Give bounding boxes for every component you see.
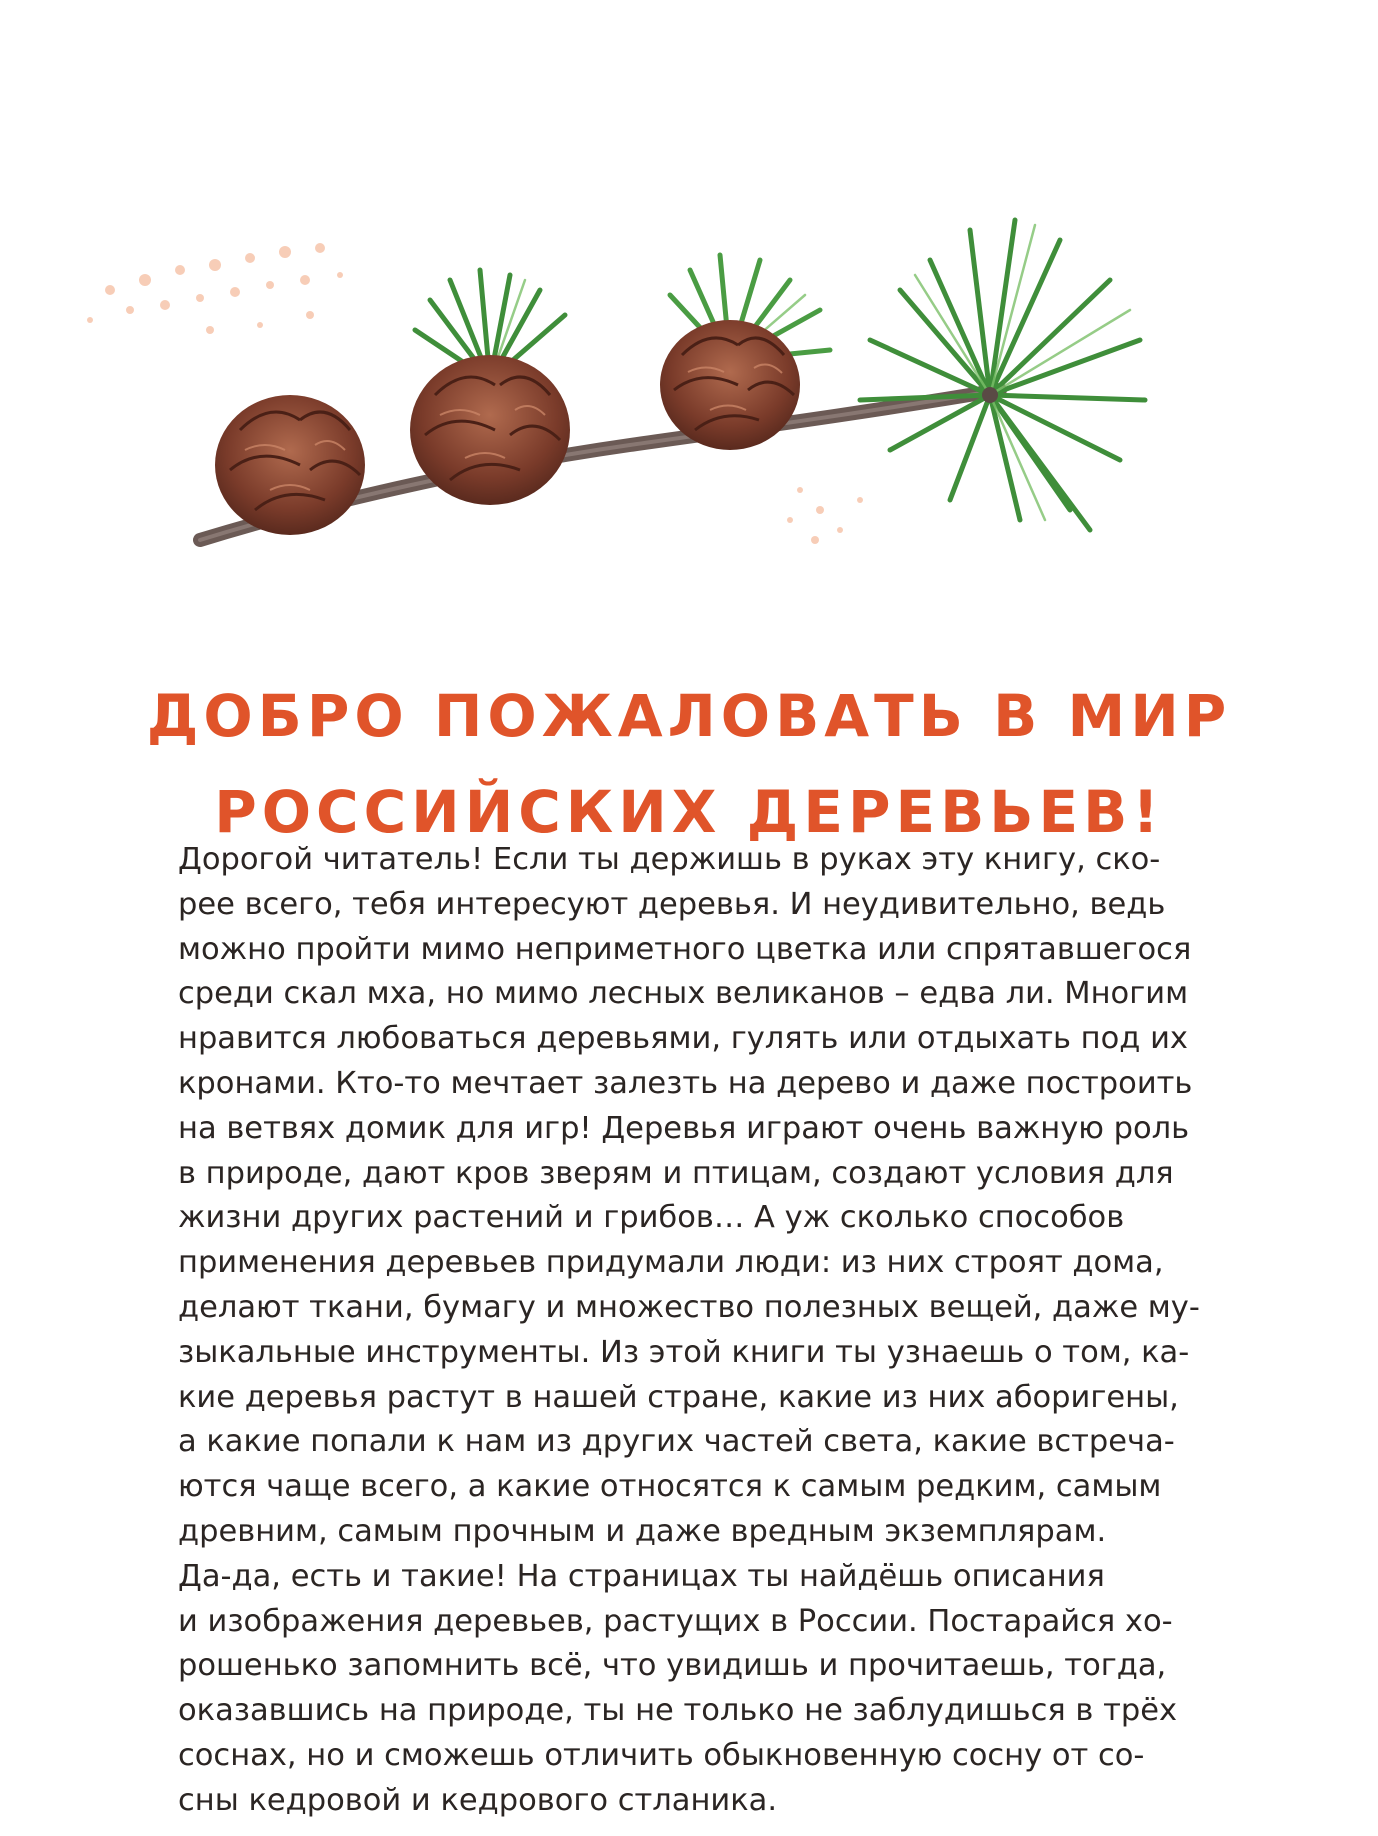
- text-line: применения деревьев придумали люди: из них строят дома,: [178, 1245, 1164, 1281]
- larch-branch-with-cones-icon: [70, 200, 1160, 600]
- text-line: можно пройти мимо неприметного цветка или спрятавшегося: [178, 931, 1192, 967]
- text-line: Да-да, есть и такие! На страницах ты найдёшь описания: [178, 1558, 1105, 1594]
- text-line: нравится любоваться деревьями, гулять или отдыхать под их: [178, 1021, 1188, 1057]
- needle-cluster-right: [860, 220, 1145, 530]
- text-line: жизни других растений и грибов… А уж сколько способов: [178, 1200, 1125, 1236]
- title-line-2: РОССИЙСКИХ ДЕРЕВЬЕВ!: [214, 778, 1164, 846]
- text-line: рошенько запомнить всё, что увидишь и прочитаешь, тогда,: [178, 1648, 1167, 1684]
- text-line: соснах, но и сможешь отличить обыкновенную сосну от со-: [178, 1737, 1145, 1773]
- text-line: сны кедровой и кедрового стланика.: [178, 1782, 778, 1818]
- text-line: делают ткани, бумагу и множество полезных вещей, даже му-: [178, 1289, 1200, 1325]
- text-line: кронами. Кто-то мечтает залезть на дерево и даже построить: [178, 1065, 1193, 1101]
- text-line: зыкальные инструменты. Из этой книги ты узнаешь о том, ка-: [178, 1334, 1190, 1370]
- pine-cone-2: [410, 355, 570, 505]
- text-line: ются чаще всего, а какие относятся к самым редким, самым: [178, 1469, 1162, 1505]
- text-line: среди скал мха, но мимо лесных великанов – едва ли. Многим: [178, 976, 1189, 1012]
- text-line: на ветвях домик для игр! Деревья играют очень важную роль: [178, 1110, 1190, 1146]
- pine-cone-1: [215, 395, 365, 535]
- text-line: древним, самым прочным и даже вредным экземплярам.: [178, 1513, 1107, 1549]
- pine-cone-3: [660, 320, 800, 450]
- text-line: а какие попали к нам из других частей света, какие встреча-: [178, 1424, 1175, 1460]
- title-line-1: ДОБРО ПОЖАЛОВАТЬ В МИР: [146, 682, 1232, 750]
- text-line: и изображения деревьев, растущих в России. Постарайся хо-: [178, 1603, 1173, 1639]
- text-line: Дорогой читатель! Если ты держишь в руках эту книгу, ско-: [178, 842, 1161, 877]
- text-line: в природе, дают кров зверям и птицам, создают условия для: [178, 1155, 1174, 1191]
- intro-paragraph: [178, 838, 1218, 1824]
- text-line: кие деревья растут в нашей стране, какие из них аборигены,: [178, 1379, 1179, 1415]
- text-line: рее всего, тебя интересуют деревья. И неудивительно, ведь: [178, 886, 1166, 922]
- page-title: [0, 668, 1378, 860]
- text-line: оказавшись на природе, ты не только не заблудишься в трёх: [178, 1693, 1178, 1729]
